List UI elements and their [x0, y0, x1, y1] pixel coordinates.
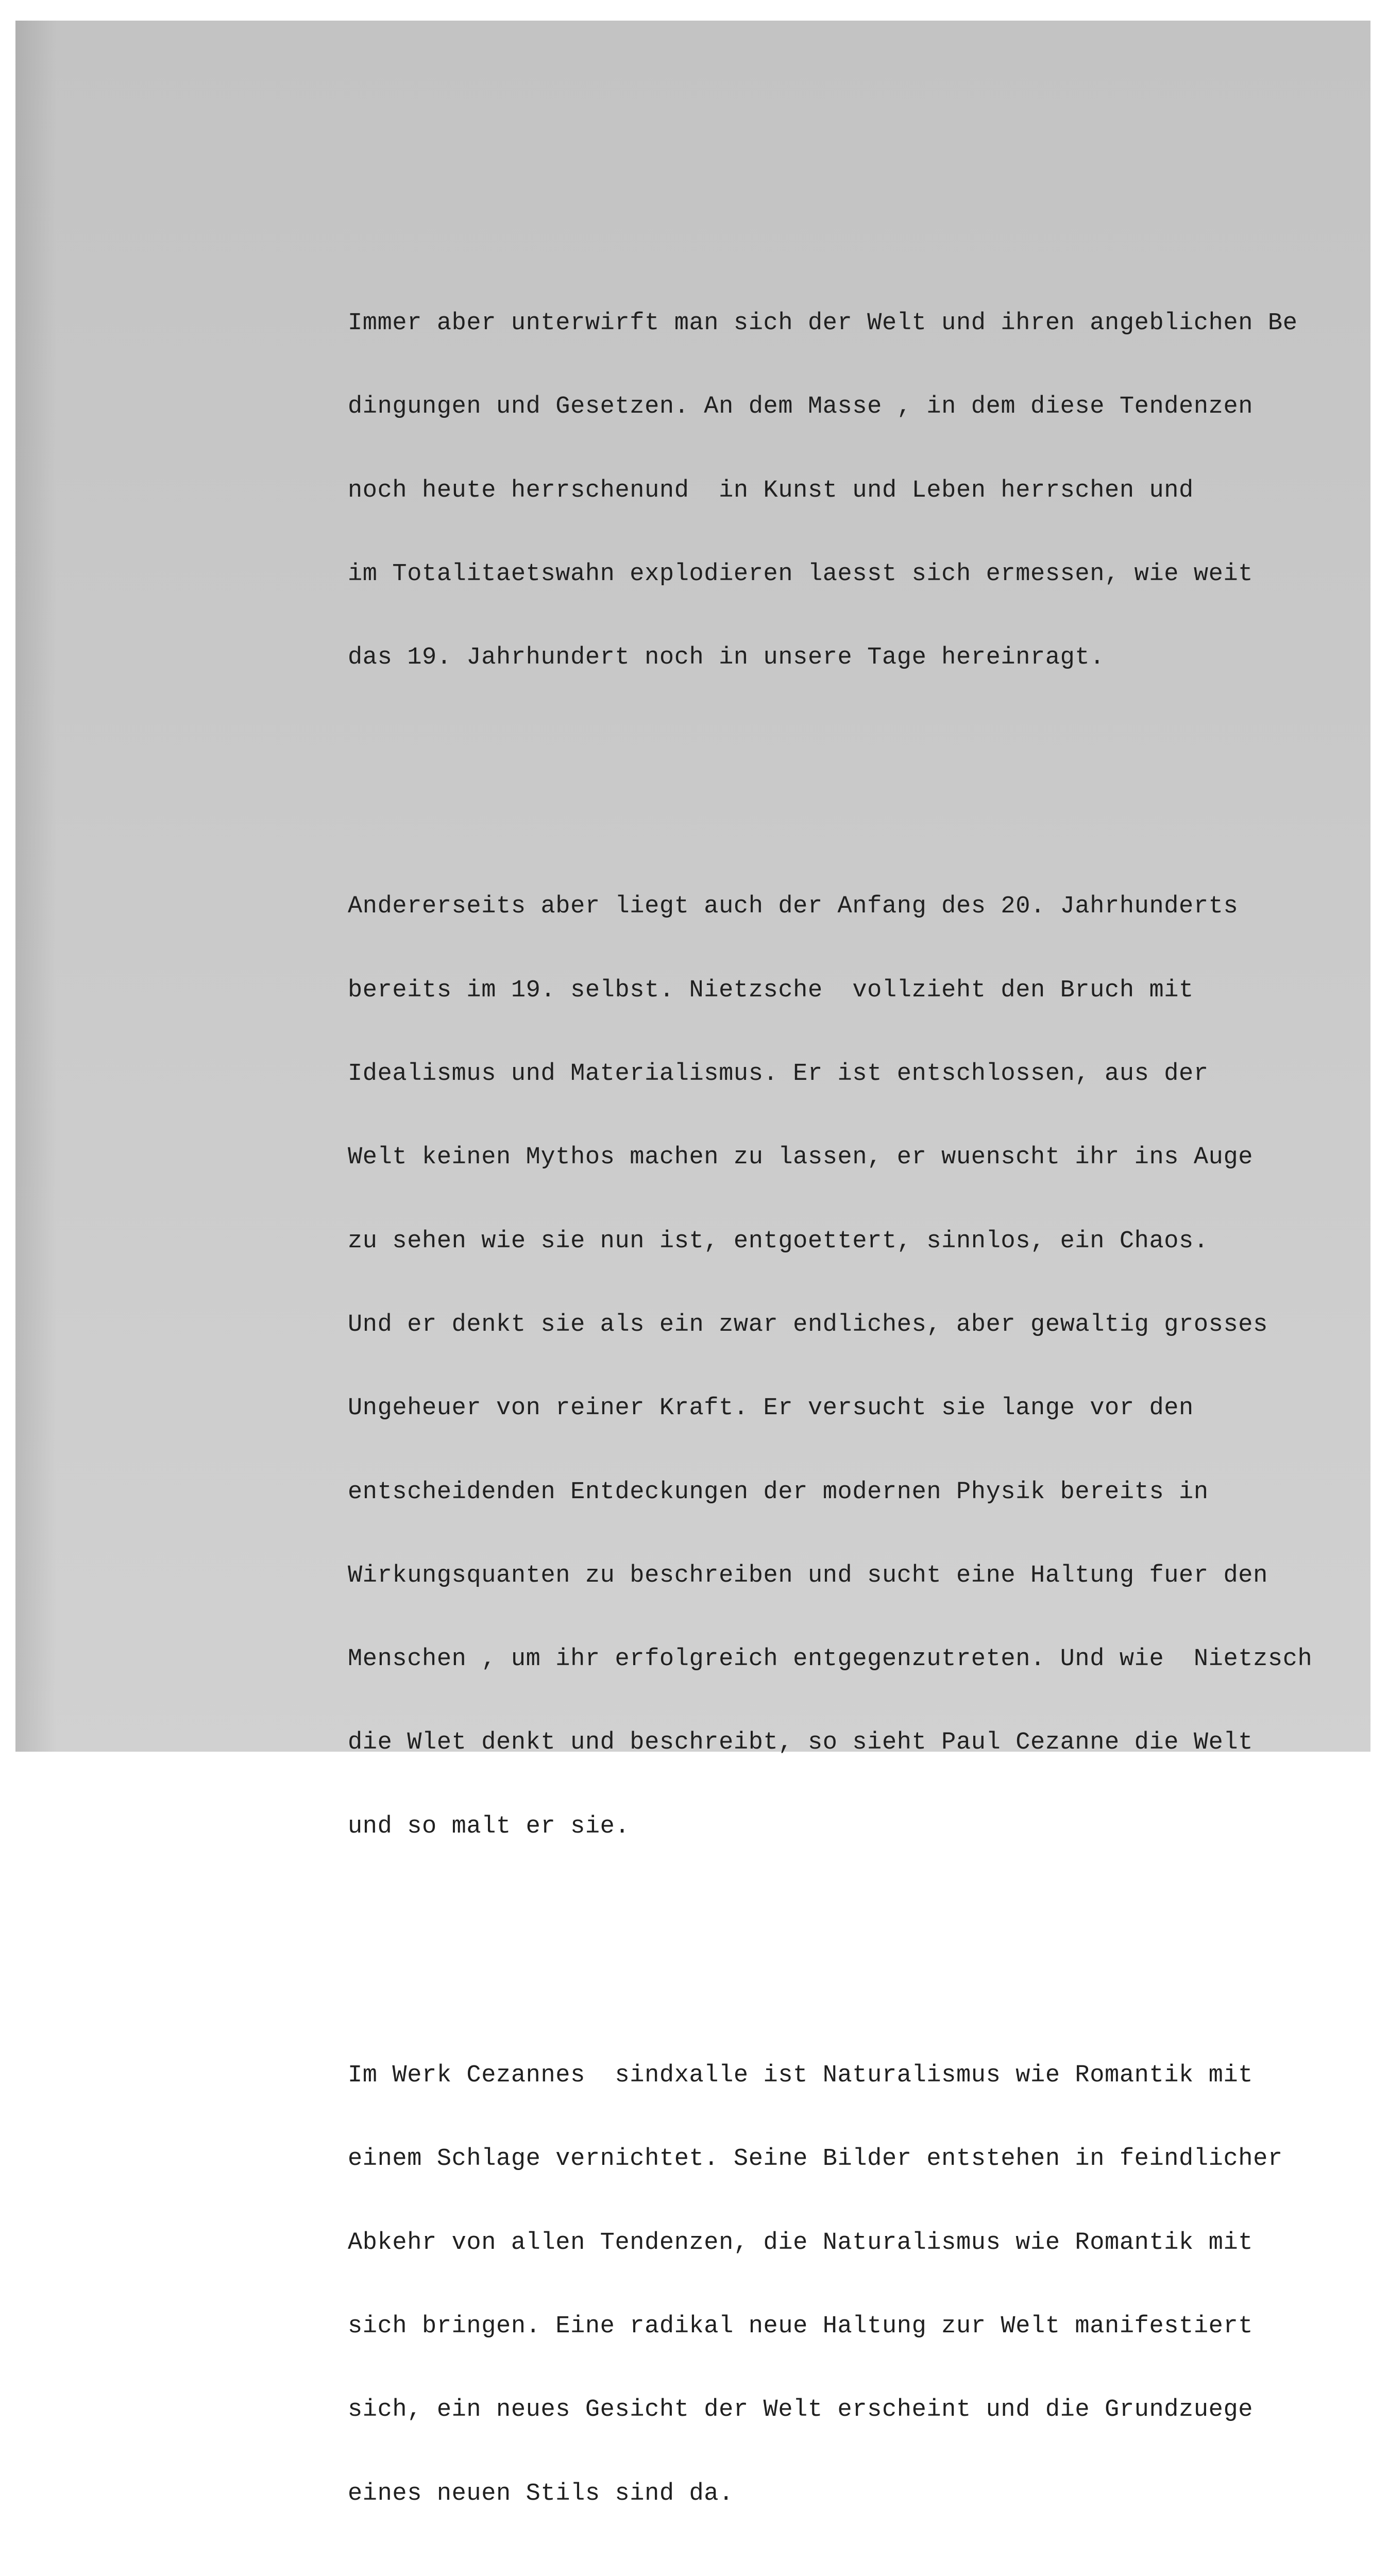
text-line: und so malt er sie.: [348, 1812, 630, 1840]
text-line: das 19. Jahrhundert noch in unsere Tage hereinragt.: [348, 644, 1105, 672]
page-text: [348, 173, 1368, 2576]
text-line: Im Werk Cezannes sindxalle ist Naturalismus wie Romantik mit: [348, 2062, 1254, 2090]
text-line: Und er denkt sie als ein zwar endliches, aber gewaltig grosses: [348, 1311, 1268, 1338]
text-line: entscheidenden Entdeckungen der modernen Physik bereits in: [348, 1478, 1209, 1506]
text-line: einem Schlage vernichtet. Seine Bilder entstehen in feindlicher: [348, 2145, 1283, 2173]
text-line: dingungen und Gesetzen. An dem Masse , in dem diese Tendenzen: [348, 393, 1254, 421]
text-line: Welt keinen Mythos machen zu lassen, er wuenscht ihr ins Auge: [348, 1144, 1254, 1172]
paragraph-2: [348, 838, 1368, 1896]
paragraph-1: [348, 255, 1368, 727]
text-line: sich, ein neues Gesicht der Welt erscheint und die Grundzuege: [348, 2396, 1254, 2424]
text-line: sich bringen. Eine radikal neue Haltung zur Welt manifestiert: [348, 2312, 1254, 2340]
paragraph-3: [348, 2007, 1368, 2563]
text-line: bereits im 19. selbst. Nietzsche vollzieht den Bruch mit: [348, 976, 1194, 1004]
text-line: Immer aber unterwirft man sich der Welt und ihren angeblichen Be: [348, 310, 1298, 337]
text-line: Andererseits aber liegt auch der Anfang des 20. Jahrhunderts: [348, 893, 1239, 921]
text-line: Menschen , um ihr erfolgreich entgegenzutreten. Und wie Nietzsch: [348, 1646, 1313, 1673]
text-line: Wirkungsquanten zu beschreiben und sucht eine Haltung fuer den: [348, 1562, 1268, 1589]
text-line: Idealismus und Materialismus. Er ist entschlossen, aus der: [348, 1060, 1209, 1088]
text-line: eines neuen Stils sind da.: [348, 2480, 734, 2507]
typewritten-page: [15, 21, 1370, 2507]
text-line: im Totalitaetswahn explodieren laesst sich ermessen, wie weit: [348, 560, 1254, 588]
text-line: zu sehen wie sie nun ist, entgoettert, sinnlos, ein Chaos.: [348, 1227, 1209, 1255]
text-line: Abkehr von allen Tendenzen, die Naturalismus wie Romantik mit: [348, 2229, 1254, 2257]
text-line: noch heute herrschenund in Kunst und Leben herrschen und: [348, 477, 1194, 504]
text-line: Ungeheuer von reiner Kraft. Er versucht sie lange vor den: [348, 1395, 1194, 1422]
text-line: die Wlet denkt und beschreibt, so sieht Paul Cezanne die Welt: [348, 1729, 1254, 1757]
